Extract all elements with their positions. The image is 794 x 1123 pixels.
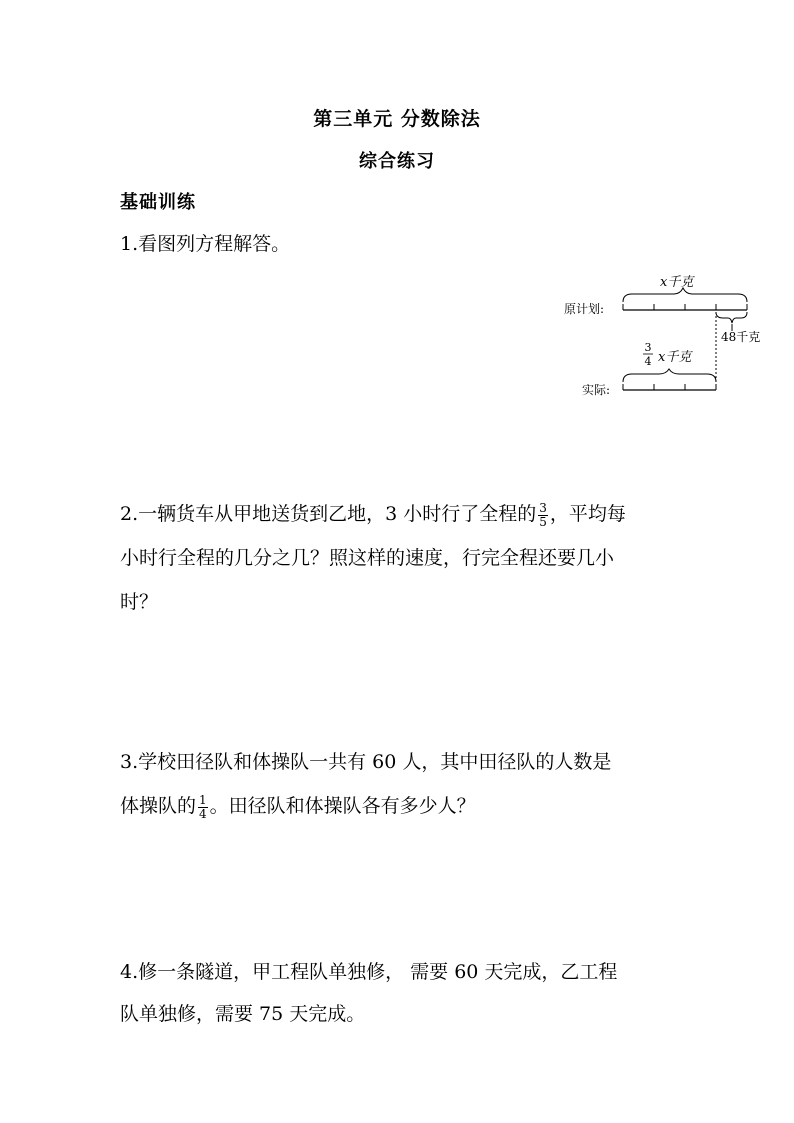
fraction-denominator: 5	[539, 514, 547, 529]
difference-label: 48千克	[721, 330, 761, 344]
plan-bar-ticks	[623, 304, 747, 310]
question-3-line-1: 3.学校田径队和体操队一共有 60 人，其中田径队的人数是	[120, 751, 612, 773]
question-4-line-2: 队单独修，需要 75 天完成。	[120, 1003, 366, 1025]
fraction-numerator: 1	[199, 792, 207, 807]
question-3-text-a: 体操队的	[120, 795, 197, 817]
actual-brace	[623, 369, 716, 382]
actual-label: 实际:	[582, 383, 611, 397]
bar-diagram	[560, 268, 775, 398]
question-2-line-2: 小时行全程的几分之几？照这样的速度，行完全程还要几小	[120, 547, 615, 569]
actual-amount-label: x千克	[658, 350, 692, 365]
fraction-denominator: 4	[199, 806, 207, 821]
page-subtitle: 综合练习	[359, 151, 435, 172]
question-3-line-2	[120, 784, 476, 828]
difference-brace	[716, 312, 747, 323]
fraction-one-quarter	[198, 794, 208, 821]
question-4-line-1: 4.修一条隧道，甲工程队单独修， 需要 60 天完成，乙工程	[120, 961, 618, 983]
question-2-text-a: 2.一辆货车从甲地送货到乙地，3 小时行了全程的	[120, 503, 537, 525]
actual-frac-den: 4	[644, 355, 652, 368]
question-2-line-3: 时？	[120, 591, 159, 613]
actual-frac-num: 3	[644, 341, 652, 354]
question-3-text-b: 。田径队和体操队各有多少人？	[209, 795, 476, 817]
question-1: 1.看图列方程解答。	[120, 233, 291, 255]
plan-amount-label: x千克	[660, 275, 694, 290]
actual-bar-ticks	[623, 384, 716, 390]
plan-label: 原计划:	[564, 302, 605, 316]
question-2-line-1	[120, 492, 626, 536]
page-title: 第三单元 分数除法	[313, 108, 481, 130]
question-2-text-b: ，平均每	[549, 503, 626, 525]
fraction-numerator: 3	[539, 500, 547, 515]
fraction-three-fifths	[538, 502, 548, 529]
section-heading: 基础训练	[120, 192, 196, 213]
plan-brace	[623, 288, 747, 302]
